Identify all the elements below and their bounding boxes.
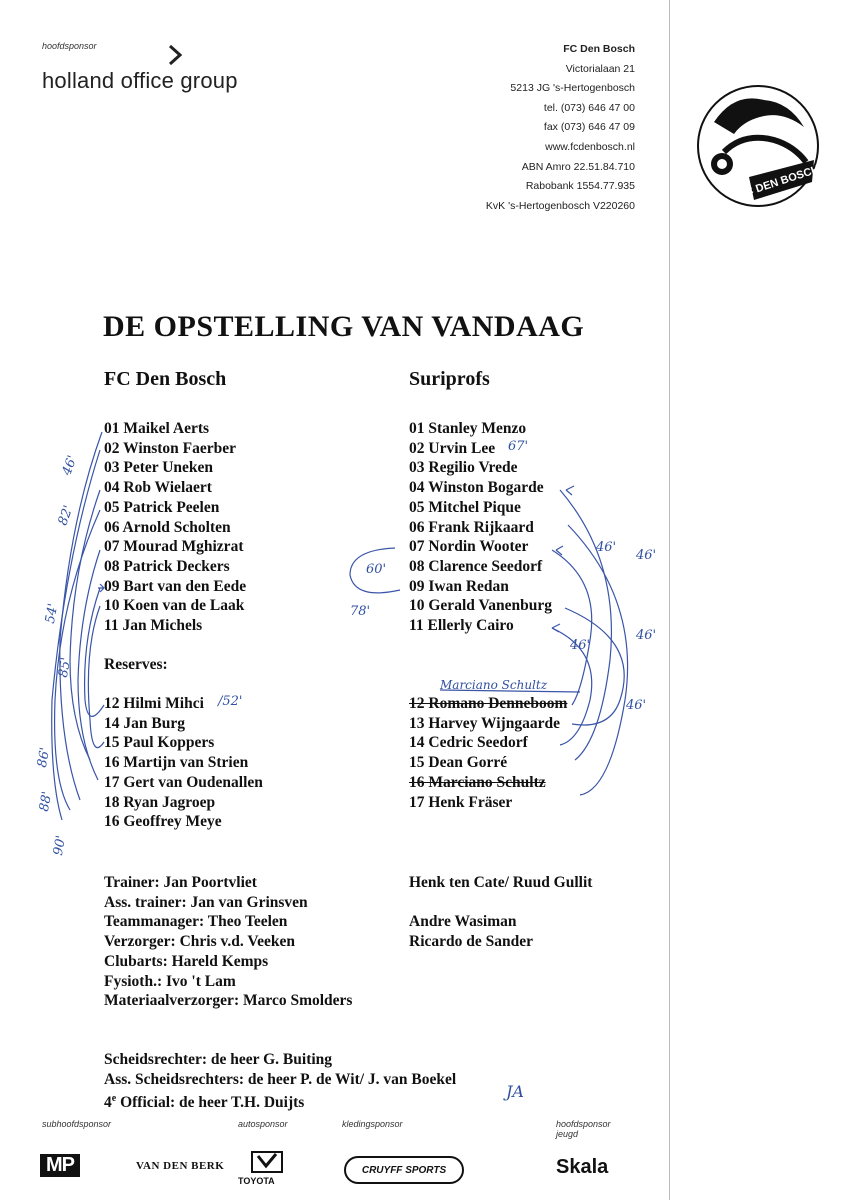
club-name: FC Den Bosch — [563, 43, 635, 55]
sponsor-logo-mp: MP — [40, 1154, 80, 1177]
handwritten-note: 46' — [636, 628, 657, 643]
staff-line: Ass. trainer: Jan van Grinsven — [104, 893, 308, 911]
sponsor-logo-skala: Skala — [556, 1156, 609, 1178]
referee: Scheidsrechter: de heer G. Buiting — [104, 1051, 333, 1068]
list-item: 01 Stanley Menzo — [409, 420, 527, 437]
list-item: 16 Marciano Schultz — [409, 773, 546, 791]
page-title: DE OPSTELLING VAN VANDAAG — [103, 310, 585, 343]
handwritten-note: 60' — [366, 562, 387, 577]
handwritten-note: 67' — [508, 439, 529, 454]
club-kvk: KvK 's-Hertogenbosch V220260 — [485, 199, 635, 212]
handwritten-note: Marciano Schultz — [440, 678, 548, 692]
list-item: 13 Harvey Wijngaarde — [409, 714, 560, 732]
sponsor-label: kledingsponsor — [342, 1119, 403, 1129]
list-item: 12 Hilmi Mihci — [104, 695, 204, 712]
list-item: 11 Ellerly Cairo — [409, 617, 514, 635]
staff-line: Fysioth.: Ivo 't Lam — [104, 972, 236, 990]
handwritten-note: /52' — [218, 694, 243, 709]
list-item: 17 Gert van Oudenallen — [104, 773, 263, 791]
sponsor-logo-cruyff: CRUYFF SPORTS — [344, 1156, 464, 1184]
sponsor-logo-vandenberk: VAN DEN BERK — [136, 1160, 225, 1172]
club-tel: tel. (073) 646 47 00 — [543, 101, 635, 114]
club-fax: fax (073) 646 47 09 — [543, 121, 635, 134]
toyota-emblem-icon — [248, 1150, 288, 1174]
staff-line: Andre Wasiman — [409, 913, 517, 931]
fourth-official: 4e Official: de heer T.H. Duijts — [104, 1093, 305, 1112]
handwritten-note: 82' — [55, 503, 77, 528]
list-item: 08 Clarence Seedorf — [409, 557, 543, 575]
club-street: Victorialaan 21 — [565, 62, 635, 75]
handwritten-note: 88' — [36, 790, 56, 813]
staff-line: Henk ten Cate/ Ruud Gullit — [409, 874, 593, 891]
handwritten-note: 85' — [55, 656, 75, 679]
main-sponsor-name: holland office group — [42, 68, 238, 93]
list-item: 06 Frank Rijkaard — [409, 518, 534, 536]
list-item: 09 Iwan Redan — [409, 577, 509, 595]
sponsor-label: subhoofdsponsor — [42, 1119, 112, 1129]
club-bank1: ABN Amro 22.51.84.710 — [521, 160, 635, 173]
list-item: 07 Mourad Mghizrat — [104, 538, 244, 556]
handwritten-note: 78' — [350, 604, 371, 619]
list-item: 17 Henk Fräser — [409, 793, 513, 811]
handwritten-initials: JA — [506, 1082, 524, 1101]
handwritten-note: 86' — [34, 746, 54, 769]
main-sponsor-label: hoofdsponsor — [42, 41, 97, 51]
club-bank2: Rabobank 1554.77.935 — [525, 180, 635, 193]
assistant-referees: Ass. Scheidsrechters: de heer P. de Wit/ J. van Boekel — [104, 1070, 457, 1088]
staff-line: Trainer: Jan Poortvliet — [104, 874, 257, 891]
handwritten-note: 54' — [42, 602, 62, 625]
list-item: 18 Ryan Jagroep — [104, 793, 216, 811]
list-item: 03 Peter Uneken — [104, 459, 214, 477]
sponsor-label: hoofdsponsor jeugd — [556, 1119, 611, 1139]
handwritten-note: 46' — [59, 453, 81, 478]
handwritten-note: 90' — [50, 834, 70, 857]
list-item: 04 Rob Wielaert — [104, 479, 212, 497]
handwritten-note: 46' — [596, 540, 617, 555]
reserves-label: Reserves: — [104, 656, 168, 673]
staff-line: Verzorger: Chris v.d. Veeken — [104, 933, 296, 951]
list-item: 16 Martijn van Strien — [104, 754, 249, 772]
list-item: 14 Jan Burg — [104, 714, 185, 732]
list-item: 16 Geoffrey Meye — [104, 813, 222, 831]
handwritten-note: 46' — [626, 698, 647, 713]
staff-line: Ricardo de Sander — [409, 933, 533, 951]
list-item: 15 Dean Gorré — [409, 754, 508, 772]
away-team-name: Suriprofs — [409, 368, 490, 390]
list-item: 09 Bart van den Eede — [104, 577, 247, 595]
list-item: 05 Patrick Peelen — [104, 498, 220, 516]
club-city: 5213 JG 's-Hertogenbosch — [510, 82, 635, 95]
staff-line: Clubarts: Hareld Kemps — [104, 952, 269, 970]
list-item: 02 Winston Faerber — [104, 439, 237, 457]
list-item: 10 Koen van de Laak — [104, 597, 245, 615]
sponsor-logo-toyota: TOYOTA — [238, 1176, 275, 1186]
list-item: 14 Cedric Seedorf — [409, 734, 528, 752]
staff-line: Materiaalverzorger: Marco Smolders — [104, 992, 353, 1010]
staff-line: Teammanager: Theo Teelen — [104, 913, 288, 931]
handwritten-note: 46' — [636, 548, 657, 563]
handwritten-note: 46' — [570, 638, 591, 653]
list-item: 15 Paul Koppers — [104, 734, 215, 752]
list-item: 01 Maikel Aerts — [104, 420, 210, 437]
sponsor-label: autosponsor — [238, 1119, 288, 1129]
list-item: 11 Jan Michels — [104, 617, 203, 635]
list-item: 02 Urvin Lee — [409, 439, 496, 457]
home-team-name: FC Den Bosch — [104, 368, 227, 390]
list-item: 08 Patrick Deckers — [104, 557, 230, 575]
list-item: 05 Mitchel Pique — [409, 498, 521, 516]
club-logo-text: FC DEN BOSCH — [737, 163, 821, 201]
list-item: 12 Romano Denneboom — [409, 695, 568, 712]
list-item: 04 Winston Bogarde — [409, 479, 544, 497]
list-item: 06 Arnold Scholten — [104, 518, 231, 536]
list-item: 10 Gerald Vanenburg — [409, 597, 552, 615]
list-item: 03 Regilio Vrede — [409, 459, 518, 477]
club-web: www.fcdenbosch.nl — [545, 140, 635, 153]
list-item: 07 Nordin Wooter — [409, 538, 529, 556]
